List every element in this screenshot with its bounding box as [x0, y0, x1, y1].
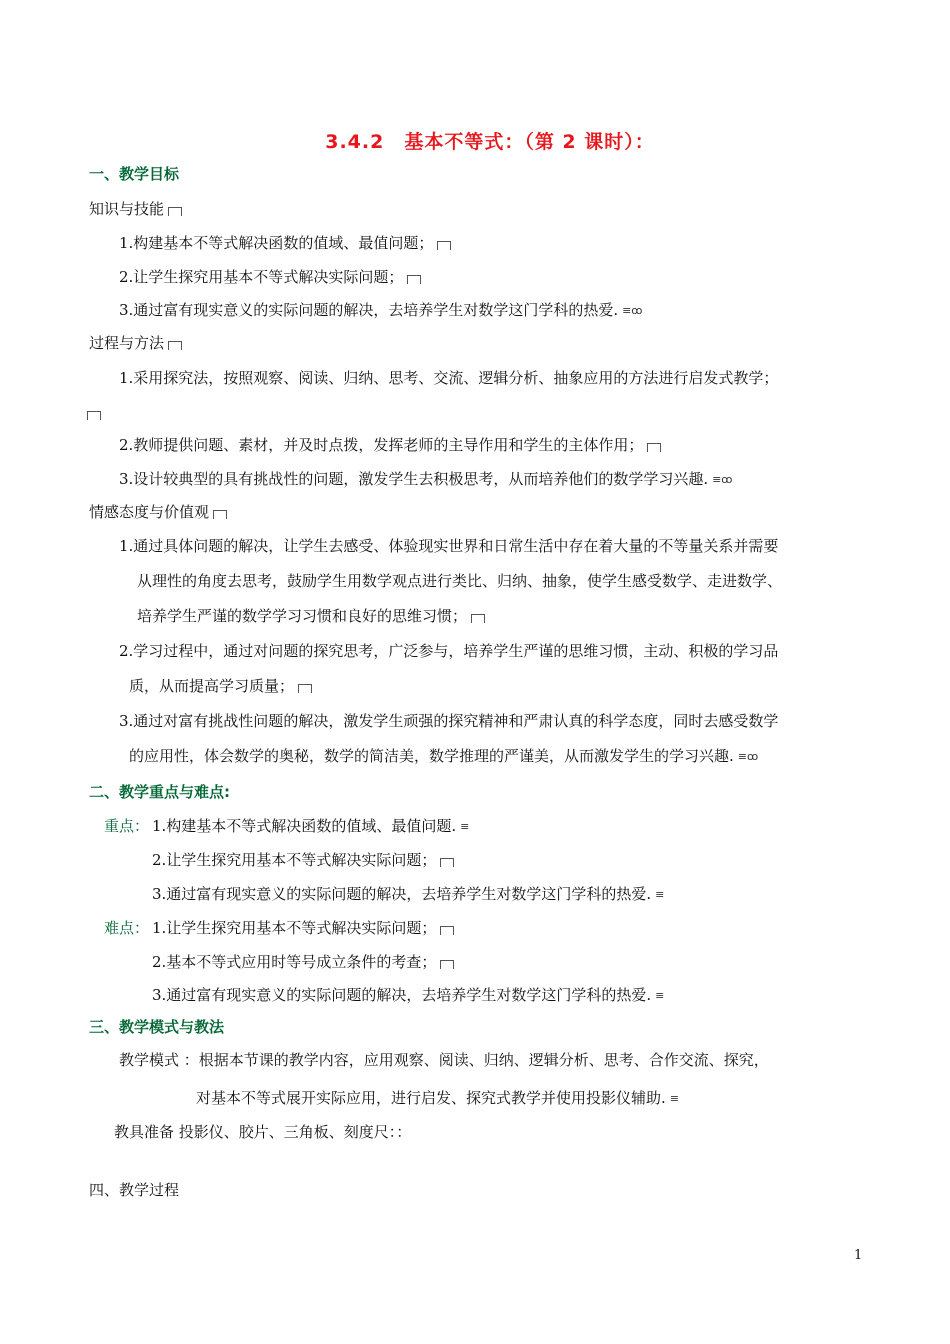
section-3-heading: 三、教学模式与教法 [89, 1018, 225, 1036]
artifact-mark-icon: ≡ [655, 888, 665, 901]
teaching-mode-line-2: 对基本不等式展开实际应用，进行启发、探究式教学并使用投影仪辅助. ≡ [196, 1089, 679, 1107]
key-point-1: 1.构建基本不等式解决函数的值域、最值问题. ≡ [152, 817, 470, 835]
section-4-heading: 四、教学过程 [89, 1181, 180, 1199]
document-title: 3.4.2 基本不等式：（第 2 课时）： [325, 131, 655, 153]
artifact-mark-icon: ≡ꝏ [622, 304, 643, 317]
attitude-item-1-line-3: 培养学生严谨的数学学习习惯和良好的思维习惯； [137, 606, 485, 626]
paragraph-mark-icon [471, 614, 485, 623]
page-number: 1 [854, 1248, 863, 1263]
knowledge-item-2: 2.让学生探究用基本不等式解决实际问题； [119, 267, 421, 287]
section-1-heading: 一、教学目标 [89, 165, 180, 183]
artifact-mark-icon: ≡ [669, 1092, 679, 1105]
attitude-item-1-line-1: 1.通过具体问题的解决，让学生去感受、体验现实世界和日常生活中存在着大量的不等量关系并需要 [119, 537, 779, 555]
artifact-mark-icon: ≡ꝏ [712, 473, 733, 486]
key-points-label: 重点： [104, 817, 150, 835]
attitude-item-3-line-2: 的应用性，体会数学的奥秘，数学的简洁美，数学推理的严谨美，从而激发学生的学习兴趣. ≡ꝏ [129, 747, 759, 765]
process-item-1: 1.采用探究法，按照观察、阅读、归纳、思考、交流、逻辑分析、抽象应用的方法进行启发式教学； [119, 369, 779, 387]
knowledge-item-3: 3.通过富有现实意义的实际问题的解决，去培养学生对数学这门学科的热爱. ≡ꝏ [119, 301, 643, 319]
subsection-attitude-label: 情感态度与价值观 [89, 502, 227, 522]
paragraph-mark-icon [213, 510, 227, 519]
key-point-3: 3.通过富有现实意义的实际问题的解决，去培养学生对数学这门学科的热爱. ≡ [152, 885, 665, 903]
process-item-3: 3.设计较典型的具有挑战性的问题，激发学生去积极思考，从而培养他们的数学学习兴趣. ≡ꝏ [119, 470, 733, 488]
difficult-point-2: 2.基本不等式应用时等号成立条件的考查； [152, 952, 454, 972]
teaching-tools-line: 教具准备 投影仪、胶片、三角板、刻度尺：： [114, 1123, 412, 1141]
difficult-point-1: 1.让学生探究用基本不等式解决实际问题； [152, 918, 454, 938]
paragraph-mark-icon [87, 411, 101, 420]
paragraph-mark-icon [647, 443, 661, 452]
artifact-mark-icon: ≡ꝏ [737, 750, 759, 763]
artifact-mark-icon: ≡ [655, 989, 665, 1002]
paragraph-mark-icon [440, 858, 454, 867]
attitude-item-1-line-2: 从理性的角度去思考，鼓励学生用数学观点进行类比、归纳、抽象，使学生感受数学、走进数学、 [137, 572, 783, 590]
paragraph-mark-icon [407, 275, 421, 284]
process-item-2: 2.教师提供问题、素材，并及时点拨，发挥老师的主导作用和学生的主体作用； [119, 435, 661, 455]
knowledge-item-1: 1.构建基本不等式解决函数的值域、最值问题； [119, 233, 451, 253]
artifact-mark-icon: ≡ [460, 820, 470, 833]
paragraph-mark-icon [440, 926, 454, 935]
subsection-knowledge-label: 知识与技能 [89, 199, 182, 219]
subsection-process-label: 过程与方法 [89, 333, 182, 353]
paragraph-mark-icon [437, 241, 451, 250]
difficult-points-label: 难点： [104, 919, 150, 937]
section-2-heading: 二、教学重点与难点: [89, 783, 230, 801]
attitude-item-2-line-1: 2.学习过程中，通过对问题的探究思考，广泛参与，培养学生严谨的思维习惯，主动、积极的学习品 [119, 642, 779, 660]
key-point-2: 2.让学生探究用基本不等式解决实际问题； [152, 850, 454, 870]
teaching-mode-line-1: 教学模式 ：根据本节课的教学内容，应用观察、阅读、归纳、逻辑分析、思考、合作交流、探究， [119, 1051, 769, 1069]
paragraph-mark-icon [298, 684, 312, 693]
process-item-1-mark [87, 403, 101, 423]
paragraph-mark-icon [168, 341, 182, 350]
paragraph-mark-icon [440, 960, 454, 969]
attitude-item-3-line-1: 3.通过对富有挑战性问题的解决，激发学生顽强的探究精神和严肃认真的科学态度，同时去感受数学 [119, 712, 779, 730]
difficult-point-3: 3.通过富有现实意义的实际问题的解决，去培养学生对数学这门学科的热爱. ≡ [152, 986, 665, 1004]
attitude-item-2-line-2: 质，从而提高学习质量； [129, 676, 312, 696]
paragraph-mark-icon [168, 207, 182, 216]
